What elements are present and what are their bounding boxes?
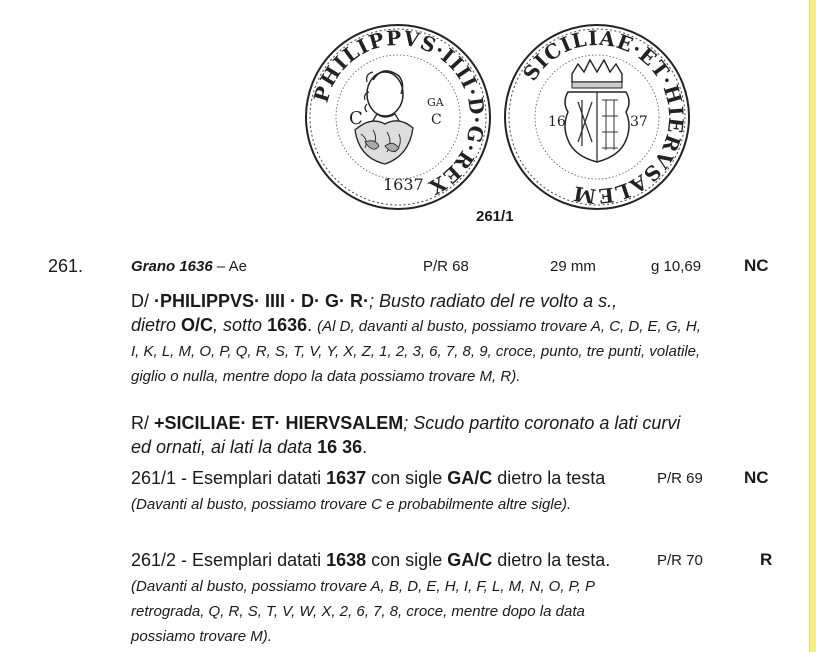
shield-illustration [565, 60, 629, 162]
obverse-description [131, 289, 701, 388]
obverse-date: 1636 [267, 315, 308, 335]
obverse-desc-1: ; Busto radiato del re volto a s., [369, 291, 618, 311]
variant-1-year: 1637 [326, 468, 367, 488]
obverse-sigla: O/C [181, 315, 214, 335]
obverse-desc-3: , sotto [213, 315, 268, 335]
reverse-description [131, 411, 701, 459]
variant-1-sigla: GA/C [447, 468, 493, 488]
reverse-desc-1: ; Scudo partito coronato a lati curvi ed ornati, ai lati la data [131, 413, 681, 457]
reverse-date-right: 37 [630, 114, 648, 130]
entry-pr: P/R 68 [423, 258, 469, 275]
figure-caption: 261/1 [476, 208, 514, 225]
variant-1-prefix: 261/1 - Esemplari datati [131, 468, 327, 488]
obverse-desc-2: dietro [131, 315, 182, 335]
variant-1-rarity: NC [744, 468, 769, 487]
reverse-desc-2: . [362, 437, 368, 457]
entry-diameter: 29 mm [550, 258, 596, 275]
variant-2-suffix: dietro la testa. [492, 550, 611, 570]
variant-1-suffix: dietro la testa [492, 468, 606, 488]
entry-rarity: NC [744, 256, 769, 275]
variant-1-text [131, 466, 616, 516]
coin-reverse [502, 22, 692, 212]
obverse-field-right-bottom: C [431, 112, 442, 128]
obverse-date: 1637 [383, 175, 424, 194]
obverse-desc-4: . [307, 315, 318, 335]
variant-2-sigla: GA/C [447, 550, 493, 570]
variant-1-note: (Davanti al busto, possiamo trovare C e probabilmente altre sigle). [131, 496, 572, 513]
entry-number: 261. [48, 256, 84, 276]
coin-obverse [303, 22, 493, 212]
obverse-prefix: D/ [131, 291, 155, 311]
variant-2-rarity: R [760, 550, 773, 569]
entry-title: Grano 1636 [131, 258, 213, 275]
entry-title-line [131, 258, 247, 275]
reverse-prefix: R/ [131, 413, 155, 433]
variant-2-text [131, 548, 616, 648]
strip-border [809, 0, 810, 652]
reverse-legend-text: +SICILIAE· ET· HIERVSALEM [154, 413, 404, 433]
variant-1-mid: con sigle [366, 468, 448, 488]
variant-2-year: 1638 [326, 550, 367, 570]
obverse-legend: PHILIPPVS·IIII·D·G·REX [308, 25, 490, 201]
variant-2-note: (Davanti al busto, possiamo trovare A, B, D, E, H, I, F, L, M, N, O, P, P retrograda, Q, R, S, T, V, W, X, 2, 6, 7, 8, croce, mentre dopo la data possiamo trovare M). [131, 578, 595, 645]
obverse-field-right-top: GA [427, 96, 444, 109]
obverse-legend-text: ·PHILIPPVS· IIII · D· G· R· [154, 291, 370, 311]
reverse-date-left: 16 [548, 114, 566, 130]
variant-2-mid: con sigle [366, 550, 448, 570]
variant-2-pr: P/R 70 [657, 552, 703, 569]
highlight-strip [810, 0, 816, 652]
obverse-field-left: C [349, 108, 363, 129]
entry-weight: g 10,69 [651, 258, 702, 275]
entry-metal: – Ae [212, 258, 247, 275]
reverse-legend: SICILIAE·ET·HIERVSALEM [517, 25, 689, 209]
obverse-note: (Al D, davanti al busto, possiamo trovare A, C, D, E, G, H, I, K, L, M, O, P, Q, R, S, T, V, Y, X, Z, 1, 2, 3, 6, 7, 8, 9, croce, punto, tre punti, volatile, giglio o nulla, mentre dopo la data possiamo trovare M, R). [131, 318, 701, 385]
variant-2-prefix: 261/2 - Esemplari datati [131, 550, 327, 570]
variant-1-pr: P/R 69 [657, 470, 703, 487]
reverse-date: 16 36 [317, 437, 363, 457]
